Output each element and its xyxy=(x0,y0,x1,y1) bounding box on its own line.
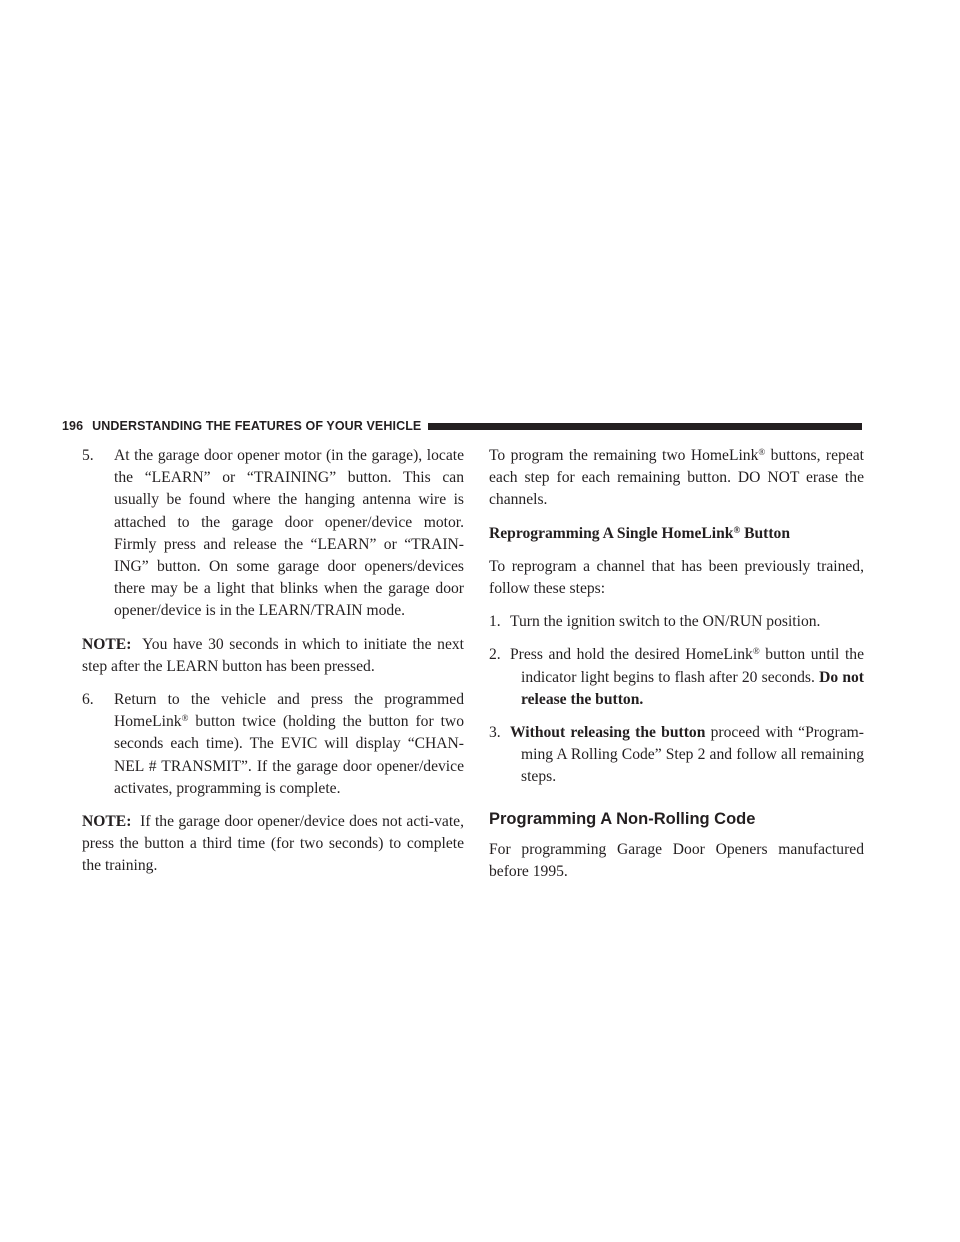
subheading-text: Reprogramming A Single HomeLink xyxy=(489,524,734,542)
step-number: 5. xyxy=(82,447,94,464)
step-5 xyxy=(82,445,464,623)
step-number: 2. xyxy=(489,646,501,664)
step-number: 6. xyxy=(82,691,94,709)
header-rule xyxy=(428,423,862,430)
registered-mark: ® xyxy=(181,713,189,724)
step-number: 1. xyxy=(489,613,501,631)
step-2 xyxy=(489,644,864,711)
intro-text: buttons, repeat each step for each remaining button. DO NOT erase the channels. xyxy=(489,447,865,509)
step-text: At the garage door opener motor (in the garage), locate the “LEARN” or “TRAINING” button. This can usually be found where the hanging antenna wire is attached to the garage door opener/device motor. Firmly press and release the “LEARN” or “TRAIN-ING” button. On some garage door openers/devices there may be a light that blinks when the garage door opener/device is in the LEARN/TRAIN mode. xyxy=(114,447,464,620)
note-text: You have 30 seconds in which to initiate the next step after the LEARN button has been pressed. xyxy=(82,635,464,675)
note-label: NOTE: xyxy=(82,813,132,831)
subheading-text: Button xyxy=(740,524,791,542)
step-text: Turn the ignition switch to the ON/RUN position. xyxy=(510,613,821,631)
step-text: button until the indicator light begins to flash after 20 seconds. xyxy=(521,646,864,686)
registered-mark: ® xyxy=(733,524,741,535)
note-paragraph xyxy=(82,634,464,678)
step-text: Return to the vehicle and press the programmed HomeLink xyxy=(114,691,464,731)
right-column xyxy=(489,445,864,894)
reprogram-intro: To reprogram a channel that has been previously trained, follow these steps: xyxy=(489,557,864,598)
final-paragraph: For programming Garage Door Openers manufactured before 1995. xyxy=(489,840,864,881)
step-text: proceed with “Program-ming A Rolling Code” Step 2 and follow all remaining steps. xyxy=(521,724,864,786)
step-text: button twice (holding the button for two seconds each time). The EVIC will display “CHAN-NEL # TRANSMIT”. If the garage door opener/device activates, programming is complete. xyxy=(114,713,464,797)
left-column xyxy=(82,445,464,889)
step-3 xyxy=(489,722,864,789)
note-text: If the garage door opener/device does not acti-vate, press the button a third time (for two seconds) to complete the training. xyxy=(82,813,464,875)
subheading xyxy=(489,523,864,545)
page-number: 196 xyxy=(62,419,84,433)
step-bold-text: Do not release the button. xyxy=(521,668,865,708)
section-title: UNDERSTANDING THE FEATURES OF YOUR VEHICLE xyxy=(92,419,422,433)
registered-mark: ® xyxy=(752,646,760,657)
step-text: Press and hold the desired HomeLink xyxy=(510,646,753,664)
step-bold-text: Without releasing the button xyxy=(510,724,706,742)
note-paragraph xyxy=(82,811,464,878)
step-number: 3. xyxy=(489,724,501,742)
intro-paragraph xyxy=(489,445,864,512)
registered-mark: ® xyxy=(758,447,766,457)
step-1 xyxy=(489,611,864,633)
step-6 xyxy=(82,689,464,800)
intro-text: To program the remaining two HomeLink xyxy=(489,447,759,464)
note-label: NOTE: xyxy=(82,635,132,653)
section-heading: Programming A Non-Rolling Code xyxy=(489,809,756,828)
page-header xyxy=(62,415,862,437)
